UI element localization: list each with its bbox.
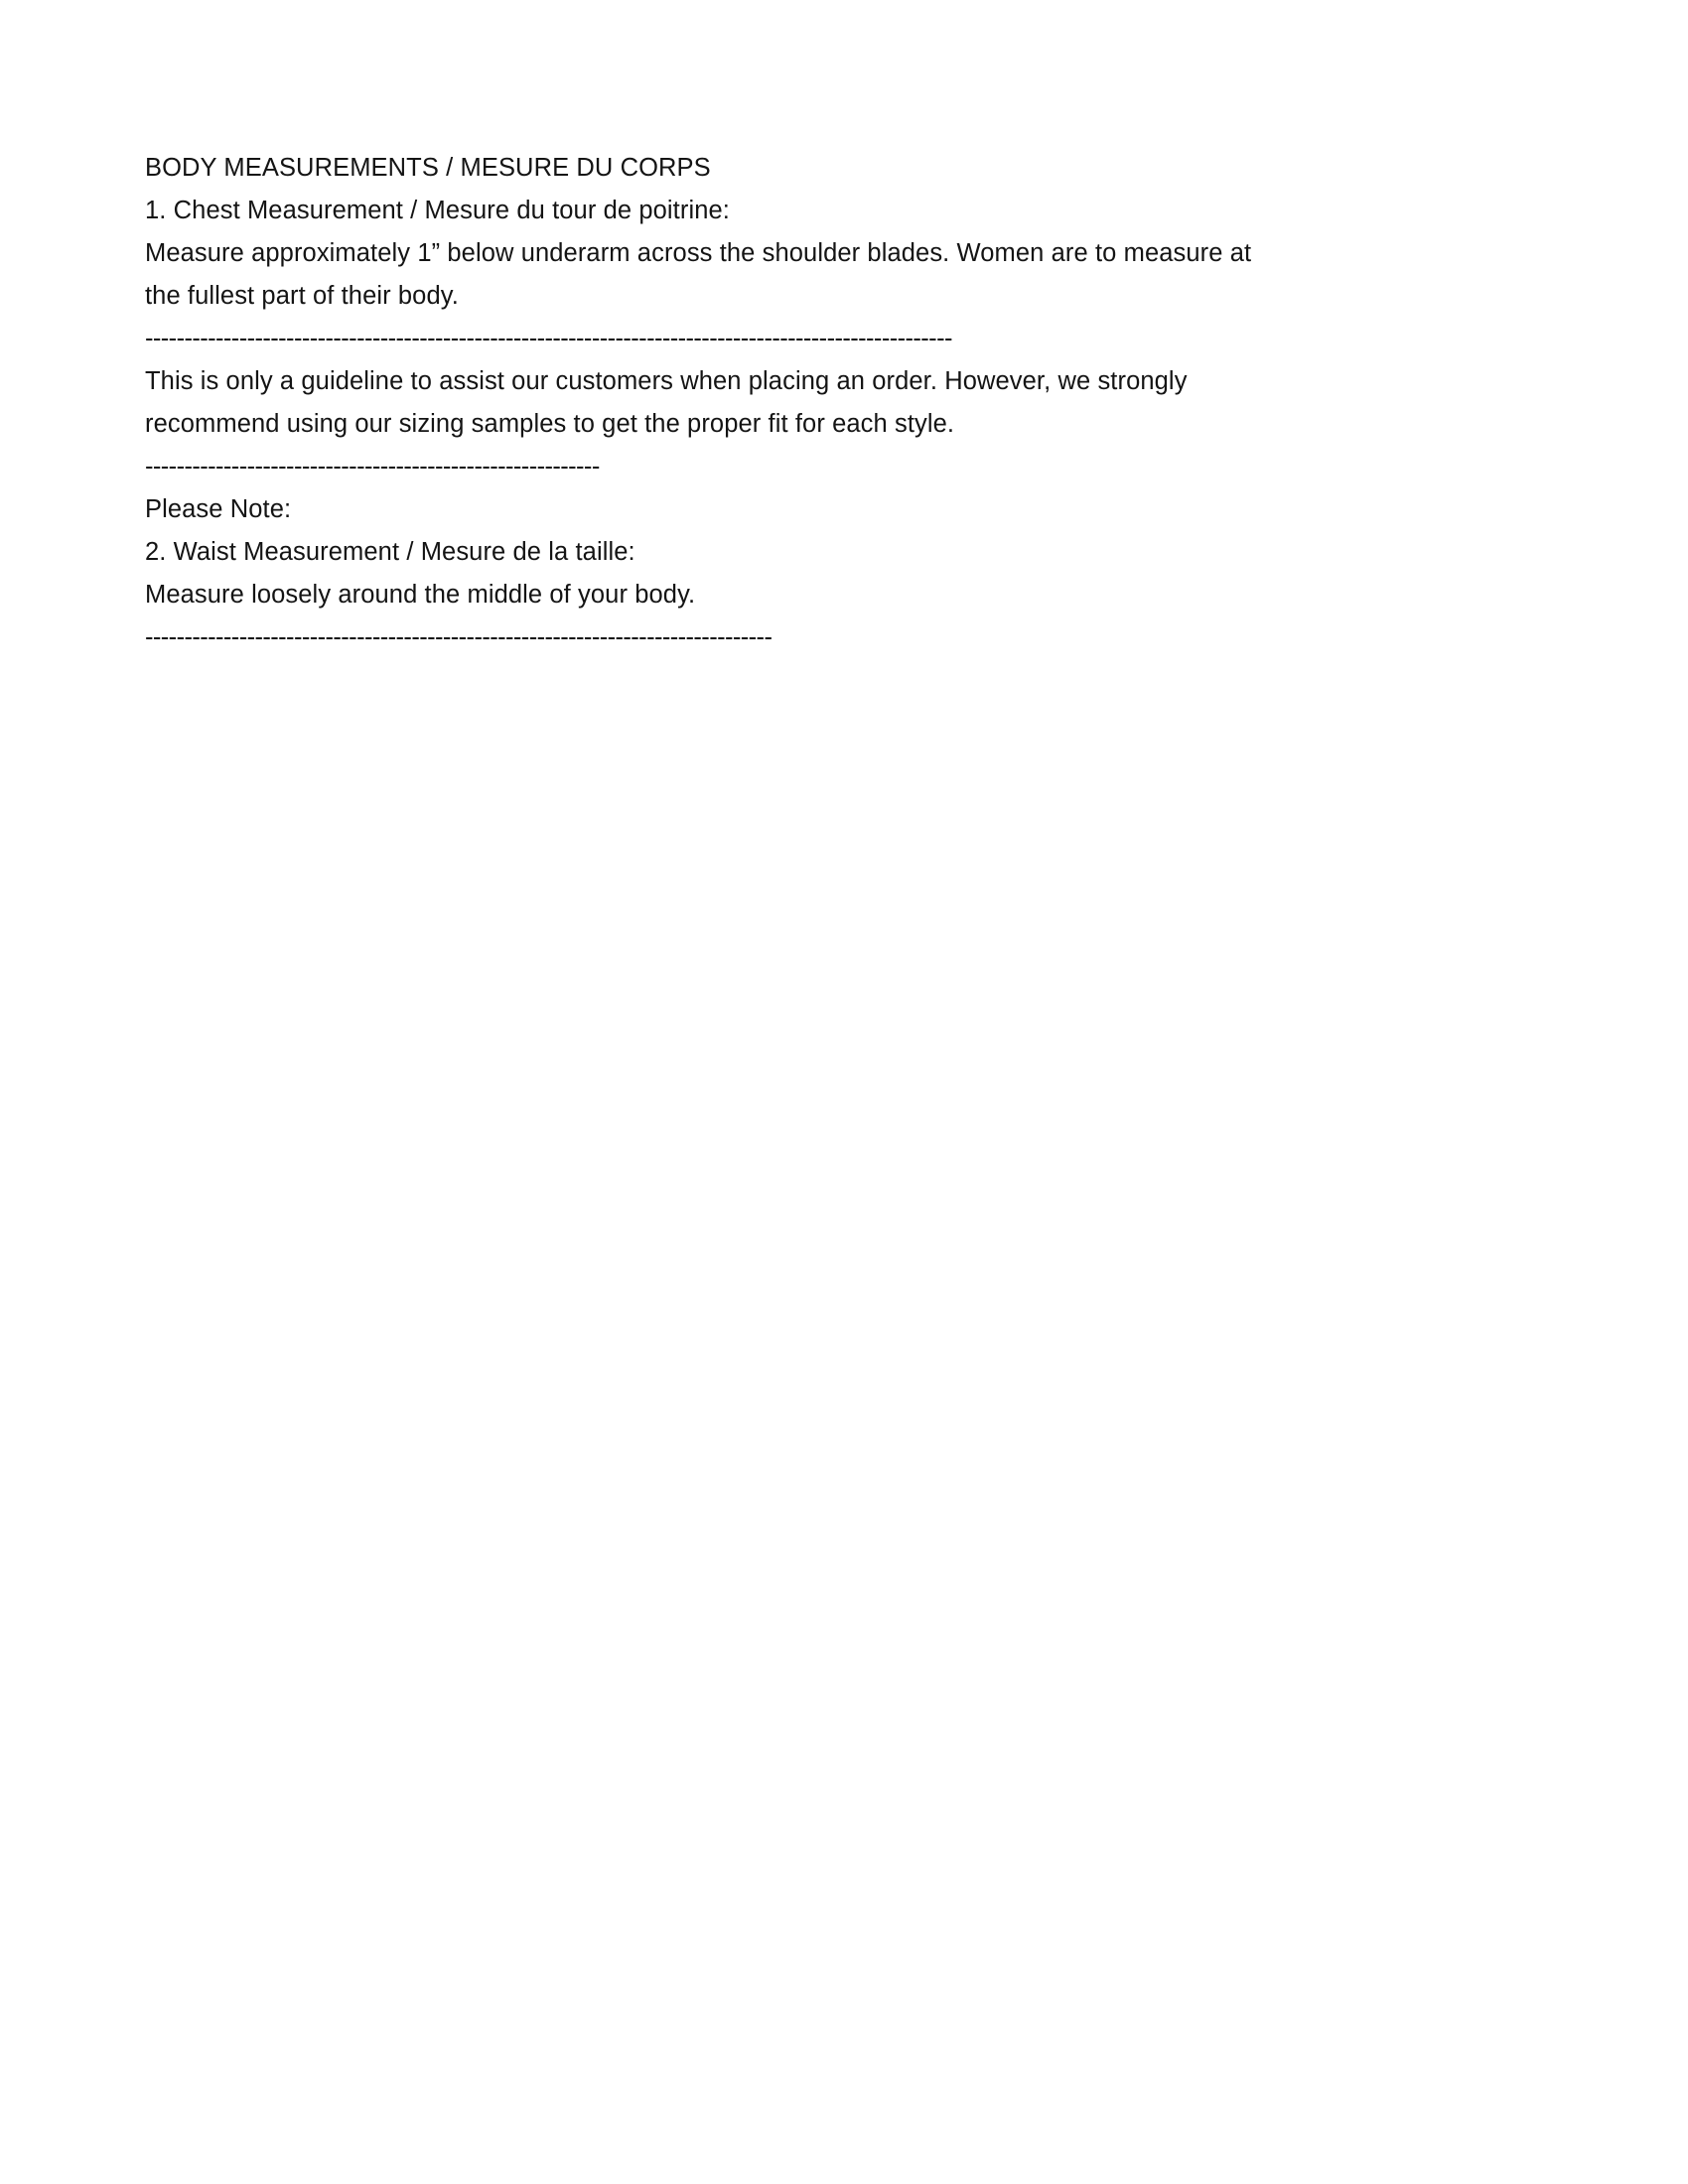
document-content [145, 147, 1456, 659]
divider-1: ------------------------------------------------------------------------------------------------------- [145, 325, 952, 352]
section-1-heading: 1. Chest Measurement / Mesure du tour de poitrine: [145, 197, 730, 224]
divider-3: -------------------------------------------------------------------------------- [145, 623, 773, 651]
please-note-label: Please Note: [145, 495, 292, 523]
guideline-paragraph: This is only a guideline to assist our customers when placing an order. However, we strongly recommend using our sizing samples to get the proper fit for each style. [145, 367, 1188, 438]
divider-2: ---------------------------------------------------------- [145, 453, 600, 480]
section-2-body: Measure loosely around the middle of your body. [145, 581, 696, 609]
section-1-body: Measure approximately 1” below underarm across the shoulder blades. Women are to measure at the fullest part of their body. [145, 239, 1252, 310]
section-2-heading: 2. Waist Measurement / Mesure de la taille: [145, 538, 635, 566]
page-title: BODY MEASUREMENTS / MESURE DU CORPS [145, 154, 711, 182]
